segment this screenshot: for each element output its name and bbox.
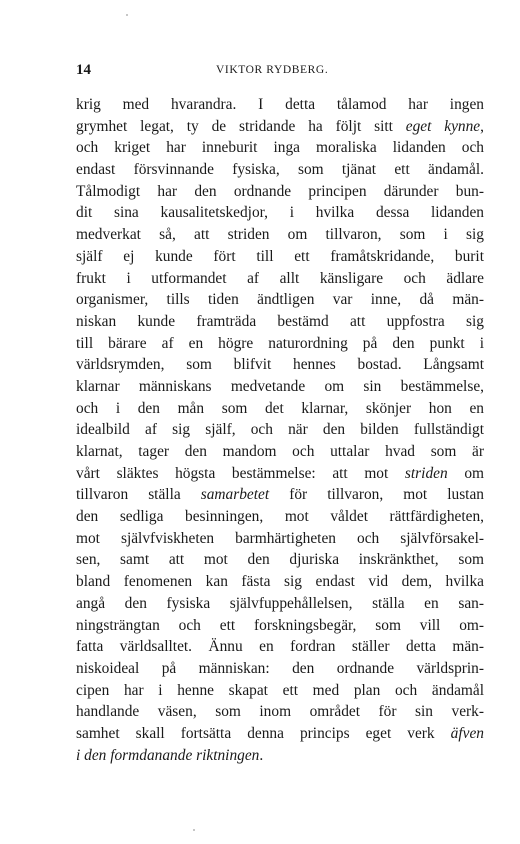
text-run: klarnat, tager den mandom och uttalar hvad som är [76,443,484,460]
text-line [76,506,484,528]
text-line [76,636,484,658]
paper-speck [126,14,128,16]
text-line [76,202,484,224]
text-line [76,398,484,420]
text-line [76,181,484,203]
text-line [76,159,484,181]
text-line [76,571,484,593]
text-line [76,333,484,355]
text-run: organismer, tills tiden ändtligen var inne, då män- [76,291,484,309]
text-run: medverkat så, att striden om tillvaron, som i sig [76,226,484,244]
text-line [76,680,484,702]
text-run: handlande väsen, som inom området för sin verk- [76,703,484,721]
text-run: Tålmodigt har den ordnande principen därunder bun- [76,182,484,200]
text-run: sen, samt att mot den djuriska inskränkthet, som [76,551,484,569]
text-run: cipen har i henne skapat ett med plan och ändamål [76,681,484,699]
text-run: . [259,746,264,764]
text-line [76,723,484,745]
body-paragraph [76,94,484,766]
text-run: ningsträngtan och ett forskningsbegär, som vill om- [76,616,484,634]
text-run: och kriget har inneburit inga moraliska lidanden och [76,139,484,157]
text-line [76,354,484,376]
text-line [76,441,484,463]
text-run: endast försvinnande fysiska, som tjänat ett ändamål. [76,161,484,179]
text-line [76,224,484,246]
text-run: till bärare af en högre naturordning på den punkt i [76,334,484,352]
italic-text: eget kynne [405,117,481,135]
italic-text: samarbetet [200,486,270,504]
text-line [76,615,484,637]
text-run: vårt släktes högsta bestämmelse: att mot [76,464,405,482]
running-title: VIKTOR RYDBERG. [216,64,329,76]
text-line [76,289,484,311]
text-run: och i den mån som det klarnar, skönjer hon en [76,399,484,417]
text-run: mot självfviskheten barmhärtigheten och självförsakel- [76,529,484,547]
text-line [76,484,484,506]
running-header [76,62,484,82]
text-run: klarnar människans medvetande om sin bestämmelse, [76,377,484,395]
text-run: dit sina kausalitetskedjor, i hvilka dessa lidanden [76,204,484,222]
text-line [76,549,484,571]
text-line [76,246,484,268]
text-run: fatta världsalltet. Ännu en fordran ställer detta män- [76,638,484,656]
italic-text: striden [404,464,448,482]
text-line [76,701,484,723]
text-run: den sedliga besinningen, mot våldet rättfärdigheten, [76,508,484,526]
text-line [76,658,484,680]
text-run: idealbild af sig själf, och när den bilden fullständigt [76,421,484,439]
italic-text: äfven [450,724,484,742]
text-run: krig med hvarandra. I detta tålamod har ingen [76,96,484,113]
text-line [76,116,484,138]
text-run: samhet skall fortsätta denna princips eget verk [76,724,451,742]
text-run: niskan kunde framträda bestämd att uppfostra sig [76,312,484,330]
text-run: världsrymden, som blifvit hennes bostad. Långsamt [76,356,484,374]
text-line [76,463,484,485]
text-run: grymhet legat, ty de stridande ha följt sitt [76,117,406,135]
text-run: bland fenomenen kan fästa sig endast vid dem, hvilka [76,573,484,591]
text-line [76,528,484,550]
text-line [76,311,484,333]
text-run: frukt i utformandet af allt känsligare och ädlare [76,269,484,287]
text-line [76,593,484,615]
text-run: tillvaron ställa [76,486,201,504]
paper-speck [193,829,195,831]
italic-text: i den formdanande riktningen [76,746,260,764]
text-run: angå den fysiska självfuppehållelsen, ställa en san- [76,594,484,612]
text-line [76,419,484,441]
text-run: om [447,464,484,482]
text-run: för tillvaron, mot lustan [269,486,484,504]
text-run: , [480,117,484,135]
page-number: 14 [76,62,91,78]
text-line [76,745,484,767]
text-line [76,376,484,398]
text-run: niskoideal på människan: den ordnande världsprin- [76,659,484,677]
text-run: själf ej kunde fört till ett framåtskridande, burit [76,247,484,265]
text-line [76,94,484,116]
text-line [76,137,484,159]
text-line [76,268,484,290]
